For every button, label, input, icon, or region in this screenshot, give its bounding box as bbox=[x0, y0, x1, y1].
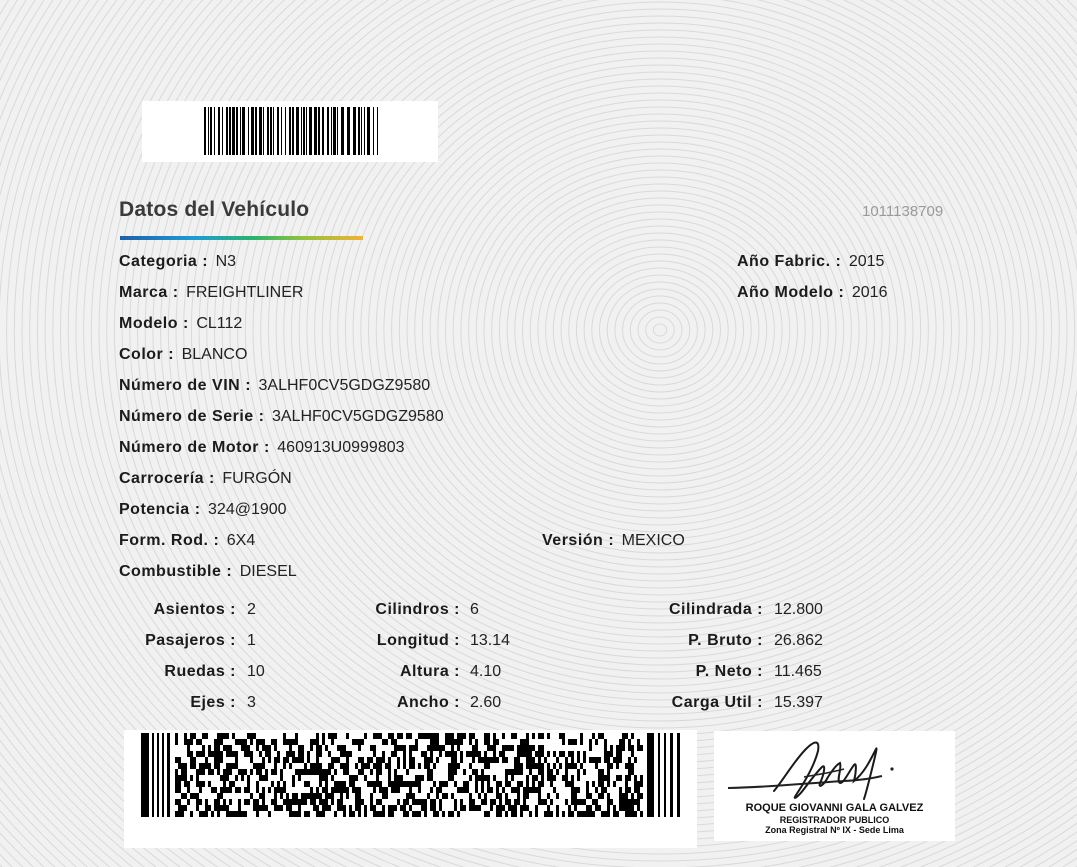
signatory-zone: Zona Registral Nº IX - Sede Lima bbox=[765, 825, 904, 835]
field-value: FREIGHTLINER bbox=[186, 284, 304, 301]
field-color: Color : BLANCO bbox=[119, 346, 248, 363]
spec-label-longitud: Longitud : bbox=[376, 632, 460, 649]
spec-value-ejes: 3 bbox=[247, 694, 256, 711]
field-label: Marca bbox=[119, 284, 168, 301]
field-carroceria: Carrocería : FURGÓN bbox=[119, 470, 292, 487]
field-value: MEXICO bbox=[621, 532, 685, 549]
field-value: 3ALHF0CV5GDGZ9580 bbox=[258, 377, 431, 394]
field-label: Carrocería bbox=[119, 470, 205, 487]
field-value: 3ALHF0CV5GDGZ9580 bbox=[271, 408, 444, 425]
field-motor: Número de Motor : 460913U0999803 bbox=[119, 439, 405, 456]
field-value: BLANCO bbox=[181, 346, 248, 363]
spec-value-cilindrada: 12.800 bbox=[774, 601, 823, 618]
spec-value-p-neto: 11.465 bbox=[774, 663, 822, 680]
spec-label-cilindrada: Cilindrada : bbox=[668, 601, 763, 618]
field-value: FURGÓN bbox=[222, 470, 292, 487]
field-label: Número de VIN bbox=[119, 377, 241, 394]
field-label: Número de Motor bbox=[119, 439, 259, 456]
field-value: 324@1900 bbox=[208, 501, 287, 518]
spec-value-cilindros: 6 bbox=[470, 601, 479, 618]
spec-label-p-neto: P. Neto : bbox=[695, 663, 763, 680]
field-serie: Número de Serie : 3ALHF0CV5GDGZ9580 bbox=[119, 408, 444, 425]
document-number: 1011138709 bbox=[862, 203, 944, 220]
spec-value-carga-util: 15.397 bbox=[774, 694, 823, 711]
spec-label-cilindros: Cilindros : bbox=[375, 601, 460, 618]
top-barcode bbox=[142, 101, 438, 162]
field-categoria: Categoria : N3 bbox=[119, 253, 237, 270]
field-label: Modelo bbox=[119, 315, 178, 332]
field-anio-fabric: Año Fabric. : 2015 bbox=[737, 253, 885, 270]
field-marca: Marca : FREIGHTLINER bbox=[119, 284, 304, 301]
spec-value-altura: 4.10 bbox=[470, 663, 502, 680]
field-potencia: Potencia : 324@1900 bbox=[119, 501, 287, 518]
spec-value-pasajeros: 1 bbox=[247, 632, 256, 649]
field-value: N3 bbox=[215, 253, 237, 270]
field-anio-modelo: Año Modelo : 2016 bbox=[737, 284, 888, 301]
spec-label-carga-util: Carga Util : bbox=[671, 694, 763, 711]
spec-value-longitud: 13.14 bbox=[470, 632, 511, 649]
field-label: Año Modelo bbox=[737, 284, 834, 301]
spec-label-ruedas: Ruedas : bbox=[164, 663, 236, 680]
signatory-name: ROQUE GIOVANNI GALA GALVEZ bbox=[745, 802, 924, 814]
spec-label-p-bruto: P. Bruto : bbox=[688, 632, 763, 649]
spec-label-asientos: Asientos : bbox=[153, 601, 236, 618]
signature-block bbox=[714, 731, 955, 841]
spec-label-ancho: Ancho : bbox=[396, 694, 460, 711]
field-value: 2015 bbox=[848, 253, 885, 270]
spec-value-p-bruto: 26.862 bbox=[774, 632, 823, 649]
field-value: 2016 bbox=[851, 284, 888, 301]
field-label: Número de Serie bbox=[119, 408, 254, 425]
spec-label-ejes: Ejes : bbox=[190, 694, 236, 711]
field-label: Categoria bbox=[119, 253, 198, 270]
spec-value-ancho: 2.60 bbox=[470, 694, 502, 711]
field-label: Potencia bbox=[119, 501, 190, 518]
field-modelo: Modelo : CL112 bbox=[119, 315, 243, 332]
signatory-role: REGISTRADOR PUBLICO bbox=[779, 815, 890, 825]
page-title: Datos del Vehículo bbox=[119, 198, 310, 221]
field-combustible: Combustible : DIESEL bbox=[119, 563, 297, 580]
field-label: Form. Rod. bbox=[119, 532, 209, 549]
field-vin: Número de VIN : 3ALHF0CV5GDGZ9580 bbox=[119, 377, 431, 394]
spec-value-asientos: 2 bbox=[247, 601, 256, 618]
field-label: Año Fabric. bbox=[737, 253, 831, 270]
field-label: Color bbox=[119, 346, 164, 363]
title-underline bbox=[120, 236, 363, 240]
field-value: CL112 bbox=[196, 315, 243, 332]
field-form-rod: Form. Rod. : 6X4 bbox=[119, 532, 256, 549]
field-value: 460913U0999803 bbox=[277, 439, 405, 456]
spec-value-ruedas: 10 bbox=[247, 663, 265, 680]
pdf417-barcode bbox=[124, 730, 697, 848]
field-value: 6X4 bbox=[226, 532, 256, 549]
field-label: Combustible bbox=[119, 563, 222, 580]
field-value: DIESEL bbox=[239, 563, 297, 580]
field-version: Versión : MEXICO bbox=[542, 532, 685, 549]
spec-label-pasajeros: Pasajeros : bbox=[145, 632, 236, 649]
spec-label-altura: Altura : bbox=[400, 663, 460, 680]
field-label: Versión bbox=[542, 532, 604, 549]
